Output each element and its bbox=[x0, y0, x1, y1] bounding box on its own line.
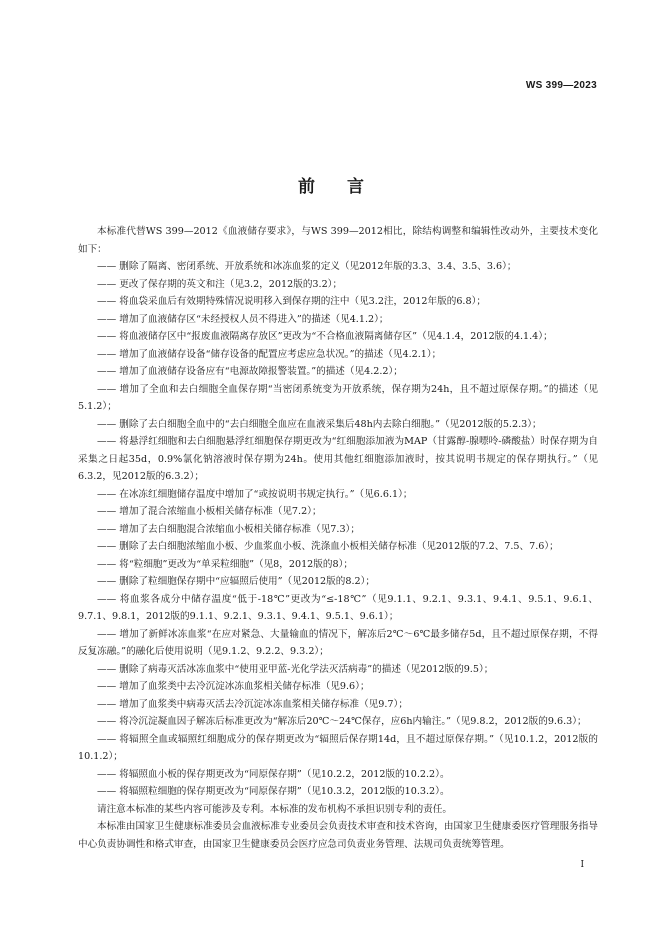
change-item: —— 删除了隔离、密闭系统、开放系统和冰冻血浆的定义（见2012年版的3.3、3.4、3.5、3.6）； bbox=[97, 261, 517, 272]
change-item: —— 删除了粒细胞保存期中“应辐照后使用”（见2012版的8.2）； bbox=[97, 576, 375, 587]
change-item: —— 将“粒细胞”更改为“单采粒细胞”（见8，2012版的8）； bbox=[97, 558, 353, 570]
change-item: —— 将辐照全血或辐照红细胞成分的保存期更改为“辐照后保存期14d，且不超过原保存期。”（见10.1.2，2012版的10.1.2）； bbox=[78, 733, 598, 762]
change-item: —— 增加了去白细胞混合浓缩血小板相关储存标准（见7.3）； bbox=[97, 523, 360, 535]
change-item: —— 将辐照血小板的保存期更改为“同原保存期”（见10.2.2，2012版的10.2.2）。 bbox=[97, 768, 450, 780]
change-item: —— 将血袋采血后有效期特殊情况说明移入到保存期的注中（见3.2注，2012年版的6.8）； bbox=[97, 296, 486, 307]
change-item: —— 删除了去白细胞全血中的“去白细胞全血应在血液采集后48h内去除白细胞。”（见2012版的5.2.3）； bbox=[97, 418, 542, 430]
patent-notice: 请注意本标准的某些内容可能涉及专利。本标准的发布机构不承担识别专利的责任。 bbox=[97, 803, 452, 815]
page-number: I bbox=[580, 860, 584, 870]
change-item: —— 删除了去白细胞浓缩血小板、少血浆血小板、洗涤血小板相关储存标准（见2012版的7.2、7.5、7.6）； bbox=[97, 541, 559, 552]
change-item: —— 增加了混合浓缩血小板相关储存标准（见7.2）； bbox=[97, 506, 322, 517]
change-item: —— 增加了新鲜冰冻血浆“在应对紧急、大量输血的情况下，解冻后2℃～6℃最多储存5d，且不超过原保存期，不得反复冻融。”的融化后使用说明（见9.1.2、9.2.2、9.3.2）； bbox=[78, 628, 598, 657]
change-item: —— 增加了血液储存设备应有“电源故障报警装置。”的描述（见4.2.2）； bbox=[97, 366, 403, 377]
change-item: —— 在冰冻红细胞储存温度中增加了“或按说明书规定执行。”（见6.6.1）； bbox=[97, 488, 413, 500]
change-item: —— 更改了保存期的英文和注（见3.2，2012版的3.2）； bbox=[97, 278, 343, 290]
change-item: —— 增加了血液储存区“未经授权人员不得进入”的描述（见4.1.2）； bbox=[97, 313, 389, 325]
change-item: —— 将悬浮红细胞和去白细胞悬浮红细胞保存期更改为“红细胞添加液为MAP（甘露醇-腺嘌呤-磷酸盐）时保存期为自采集之日起35d，0.9%氯化钠溶液时保存期为24h。使用其他红细胞添加液时，按其说明书规定的保存期执行。”（见6.3.2，见2012版的6.3.2）； bbox=[78, 436, 598, 482]
page-title: 前言 bbox=[298, 177, 396, 197]
foreword-body bbox=[78, 223, 598, 853]
change-item: —— 删除了病毒灭活冰冻血浆中“使用亚甲蓝-光化学法灭活病毒”的描述（见2012版的9.5）； bbox=[97, 663, 494, 675]
change-item: —— 将血浆各成分中储存温度“低于-18℃”更改为“≤-18℃”（见9.1.1、9.2.1、9.3.1、9.4.1、9.5.1、9.6.1、9.7.1、9.8.1，2012版的9.1.1、9.2.1、9.3.1、9.4.1、9.5.1、9.6.1）； bbox=[78, 593, 598, 622]
change-item: —— 增加了血浆类中病毒灭活去冷沉淀冰冻血浆相关储存标准（见9.7）； bbox=[97, 698, 408, 710]
document-code: WS 399—2023 bbox=[525, 80, 597, 91]
change-item: —— 增加了血浆类中去冷沉淀冰冻血浆相关储存标准（见9.6）； bbox=[97, 681, 370, 692]
intro-paragraph: 本标准代替WS 399—2012《血液储存要求》，与WS 399—2012相比，除结构调整和编辑性改动外，主要技术变化如下： bbox=[78, 226, 598, 255]
change-item: —— 将血液储存区中“报废血液隔离存放区”更改为“不合格血液隔离储存区”（见4.1.4，2012版的4.1.4）； bbox=[97, 331, 553, 342]
change-item: —— 将辐照粒细胞的保存期更改为“同原保存期”（见10.3.2，2012版的10.3.2）。 bbox=[97, 786, 450, 797]
change-item: —— 增加了血液储存设备“储存设备的配置应考虑应急状况。”的描述（见4.2.1）； bbox=[97, 348, 442, 360]
change-item: —— 增加了全血和去白细胞全血保存期“当密闭系统变为开放系统，保存期为24h，且不超过原保存期。”的描述（见5.1.2）； bbox=[78, 383, 598, 412]
change-item: —— 将冷沉淀凝血因子解冻后标准更改为“解冻后20℃～24℃保存，应6h内输注。”（见9.8.2，2012版的9.6.3）； bbox=[97, 716, 587, 727]
responsibility-paragraph: 本标准由国家卫生健康标准委员会血液标准专业委员会负责技术审查和技术咨询，由国家卫生健康委医疗管理服务指导中心负责协调性和格式审查，由国家卫生健康委员会医疗应急司负责业务管理、法规司负责统筹管理。 bbox=[78, 821, 598, 850]
